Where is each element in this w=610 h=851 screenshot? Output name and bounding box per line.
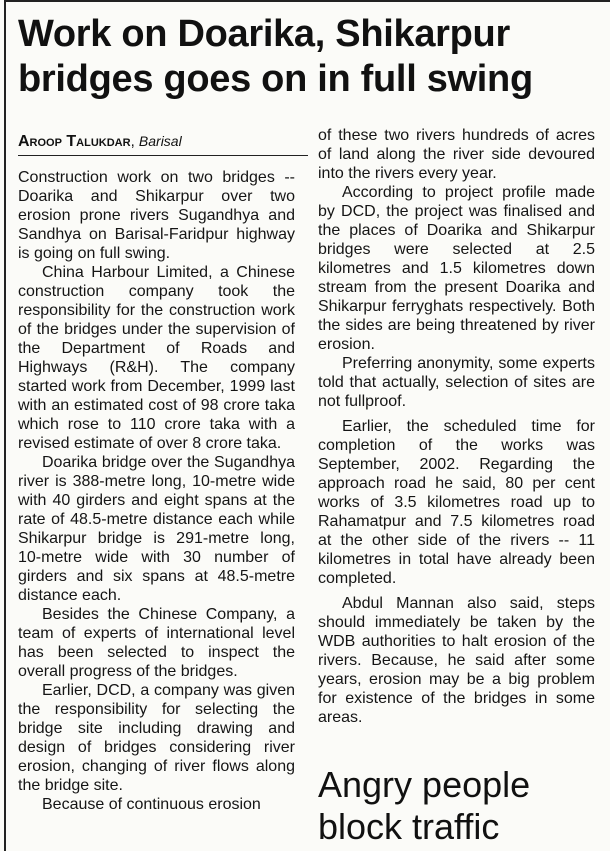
paragraph: According to project profile made by DCD, the project was finalised and the places of Doarika and Shikarpur bridges were selected at 2.5 kilometres and 1.5 kilometres down stream from the present Doarika and Shikarpur ferryghats respectively. Both the sides are being threatened by river erosion. <box>318 184 595 353</box>
paragraph: Earlier, DCD, a company was given the responsibility for selecting the bridge site including drawing and design of bridges considering river erosion, changing of river flows along the bridge site. <box>18 682 295 794</box>
paragraph: of these two rivers hundreds of acres of land along the river side devoured into the rivers every year. <box>318 127 595 182</box>
paragraph: Abdul Mannan also said, steps should immediately be taken by the WDB authorities to halt erosion of the rivers. Because, he said after some years, erosion may be a big problem for existence of the bridges in some areas. <box>318 595 595 726</box>
headline-line-2: bridges goes on in full swing <box>18 58 533 100</box>
paragraph: Construction work on two bridges -- Doarika and Shikarpur over two erosion prone rivers Sugandhya and Sandhya on Barisal-Faridpur highway is going on full swing. <box>18 169 295 262</box>
headline-line-1: Work on Doarika, Shikarpur <box>18 13 510 55</box>
article-headline <box>18 12 608 102</box>
byline <box>18 131 308 151</box>
byline-author: Aroop Talukdar <box>18 133 131 150</box>
article-column-2 <box>318 126 595 726</box>
article-column-1 <box>18 168 295 851</box>
next-headline-line-1: Angry people <box>318 764 531 805</box>
byline-separator: , <box>130 133 139 150</box>
paragraph: Earlier, the scheduled time for completion of the works was September, 2002. Regarding the approach road he said, 80 per cent works of 3.5 kilometres road up to Rahamatpur and 7.5 kilometres road at the other side of the rivers -- 11 kilometres in total have already been completed. <box>318 418 595 587</box>
next-article-headline <box>318 764 608 848</box>
paragraph: Besides the Chinese Company, a team of experts of international level has been selected to inspect the overall progress of the bridges. <box>18 606 295 680</box>
byline-location: Barisal <box>138 133 182 149</box>
next-headline-line-2: block traffic <box>318 806 500 847</box>
paragraph: Because of continuous erosion <box>42 796 261 813</box>
left-border-rule <box>4 0 6 851</box>
paragraph: China Harbour Limited, a Chinese construction company took the responsibility for the construction work of the bridges under the supervision of the Department of Roads and Highways (R&H). The company started work from December, 1999 last with an estimated cost of 98 crore taka which rose to 110 crore taka with a revised estimate of over 8 crore taka. <box>18 264 295 452</box>
paragraph: Preferring anonymity, some experts told that actually, selection of sites are not fullproof. <box>318 355 595 410</box>
top-border-rule <box>4 0 610 2</box>
byline-underline <box>18 155 308 156</box>
paragraph: Doarika bridge over the Sugandhya river is 388-metre long, 10-metre wide with 40 girders and eight spans at the rate of 48.5-metre distance each while Shikarpur bridge is 291-metre long, 10-metre wide with 30 number of girders and six spans at 48.5-metre distance each. <box>18 454 295 604</box>
